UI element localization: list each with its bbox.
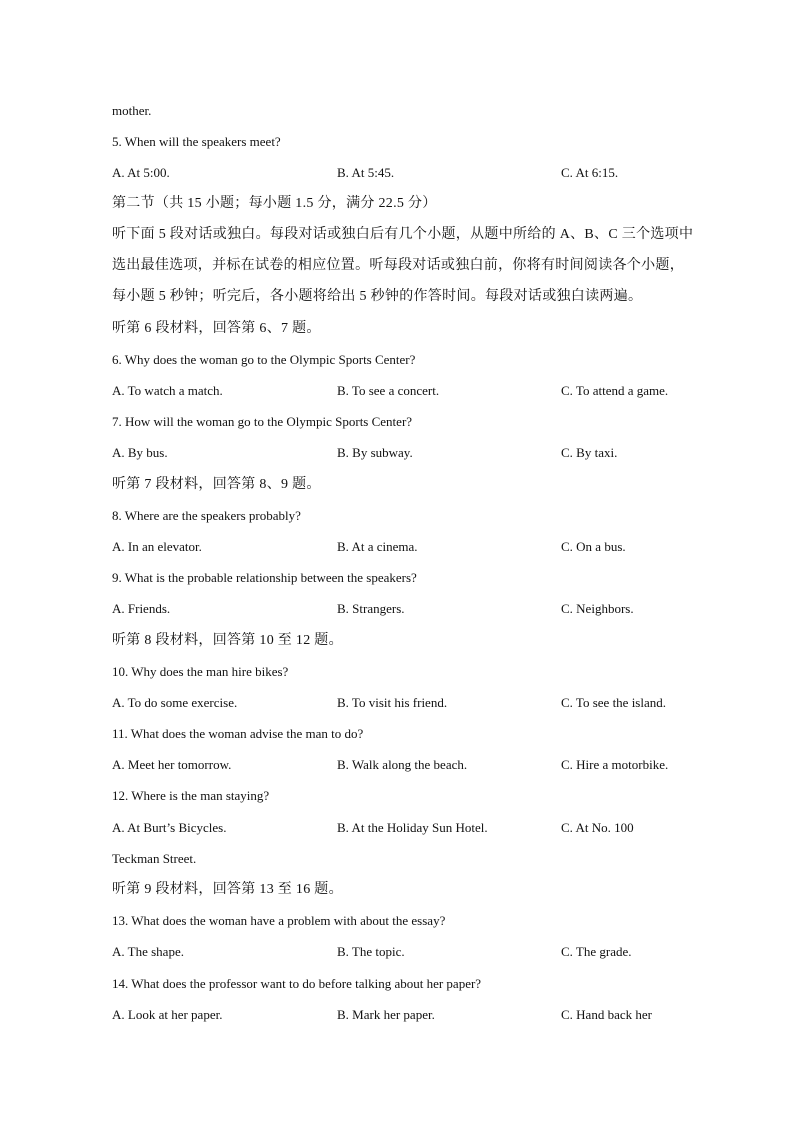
question-13: 13. What does the woman have a problem with about the essay?	[112, 913, 446, 928]
q12-option-b: B. At the Holiday Sun Hotel.	[337, 820, 488, 835]
q12-option-c-continued: Teckman Street.	[112, 851, 197, 866]
question-10: 10. Why does the man hire bikes?	[112, 664, 289, 679]
q10-option-b: B. To visit his friend.	[337, 695, 448, 710]
passage-6-heading: 听第 6 段材料，回答第 6、7 题。	[112, 321, 321, 336]
q8-option-a: A. In an elevator.	[112, 539, 202, 554]
q10-option-a: A. To do some exercise.	[112, 695, 238, 710]
question-6: 6. Why does the woman go to the Olympic Sports Center?	[112, 352, 416, 367]
q8-option-b: B. At a cinema.	[337, 539, 418, 554]
question-11: 11. What does the woman advise the man to do?	[112, 726, 364, 741]
instruction-line-2: 选出最佳选项，并标在试卷的相应位置。听每段对话或独白前，你将有时间阅读各个小题，	[112, 258, 684, 273]
q12-option-c: C. At No. 100	[561, 820, 634, 835]
question-7: 7. How will the woman go to the Olympic Sports Center?	[112, 414, 413, 429]
q12-option-a: A. At Burt’s Bicycles.	[112, 820, 227, 835]
q9-option-a: A. Friends.	[112, 601, 171, 616]
q11-option-b: B. Walk along the beach.	[337, 757, 468, 772]
q13-option-b: B. The topic.	[337, 944, 405, 959]
q14-option-a: A. Look at her paper.	[112, 1007, 223, 1022]
passage-9-heading: 听第 9 段材料，回答第 13 至 16 题。	[112, 882, 343, 897]
q11-option-a: A. Meet her tomorrow.	[112, 757, 232, 772]
q7-option-c: C. By taxi.	[561, 445, 618, 460]
q9-option-c: C. Neighbors.	[561, 601, 634, 616]
instruction-line-3: 每小题 5 秒钟；听完后，各小题将给出 5 秒钟的作答时间。每段对话或独白读两遍。	[112, 289, 643, 304]
q10-option-c: C. To see the island.	[561, 695, 667, 710]
question-9: 9. What is the probable relationship between the speakers?	[112, 570, 417, 585]
q5-option-b: B. At 5:45.	[337, 165, 395, 180]
q8-option-c: C. On a bus.	[561, 539, 626, 554]
q14-option-b: B. Mark her paper.	[337, 1007, 435, 1022]
q6-option-a: A. To watch a match.	[112, 383, 223, 398]
passage-7-heading: 听第 7 段材料，回答第 8、9 题。	[112, 477, 321, 492]
section-2-heading: 第二节（共 15 小题；每小题 1.5 分，满分 22.5 分）	[112, 196, 437, 211]
question-5: 5. When will the speakers meet?	[112, 134, 281, 149]
passage-8-heading: 听第 8 段材料，回答第 10 至 12 题。	[112, 633, 343, 648]
question-8: 8. Where are the speakers probably?	[112, 508, 301, 523]
q7-option-a: A. By bus.	[112, 445, 168, 460]
continuation-text: mother.	[112, 103, 152, 118]
question-14: 14. What does the professor want to do before talking about her paper?	[112, 976, 482, 991]
q13-option-c: C. The grade.	[561, 944, 632, 959]
q13-option-a: A. The shape.	[112, 944, 184, 959]
q11-option-c: C. Hire a motorbike.	[561, 757, 669, 772]
q6-option-b: B. To see a concert.	[337, 383, 440, 398]
q9-option-b: B. Strangers.	[337, 601, 405, 616]
q7-option-b: B. By subway.	[337, 445, 413, 460]
q14-option-c: C. Hand back her	[561, 1007, 652, 1022]
instruction-line-1: 听下面 5 段对话或独白。每段对话或独白后有几个小题，从题中所给的 A、B、C 三个选项中	[112, 227, 694, 242]
q6-option-c: C. To attend a game.	[561, 383, 669, 398]
q5-option-c: C. At 6:15.	[561, 165, 619, 180]
question-12: 12. Where is the man staying?	[112, 788, 270, 803]
q5-option-a: A. At 5:00.	[112, 165, 170, 180]
